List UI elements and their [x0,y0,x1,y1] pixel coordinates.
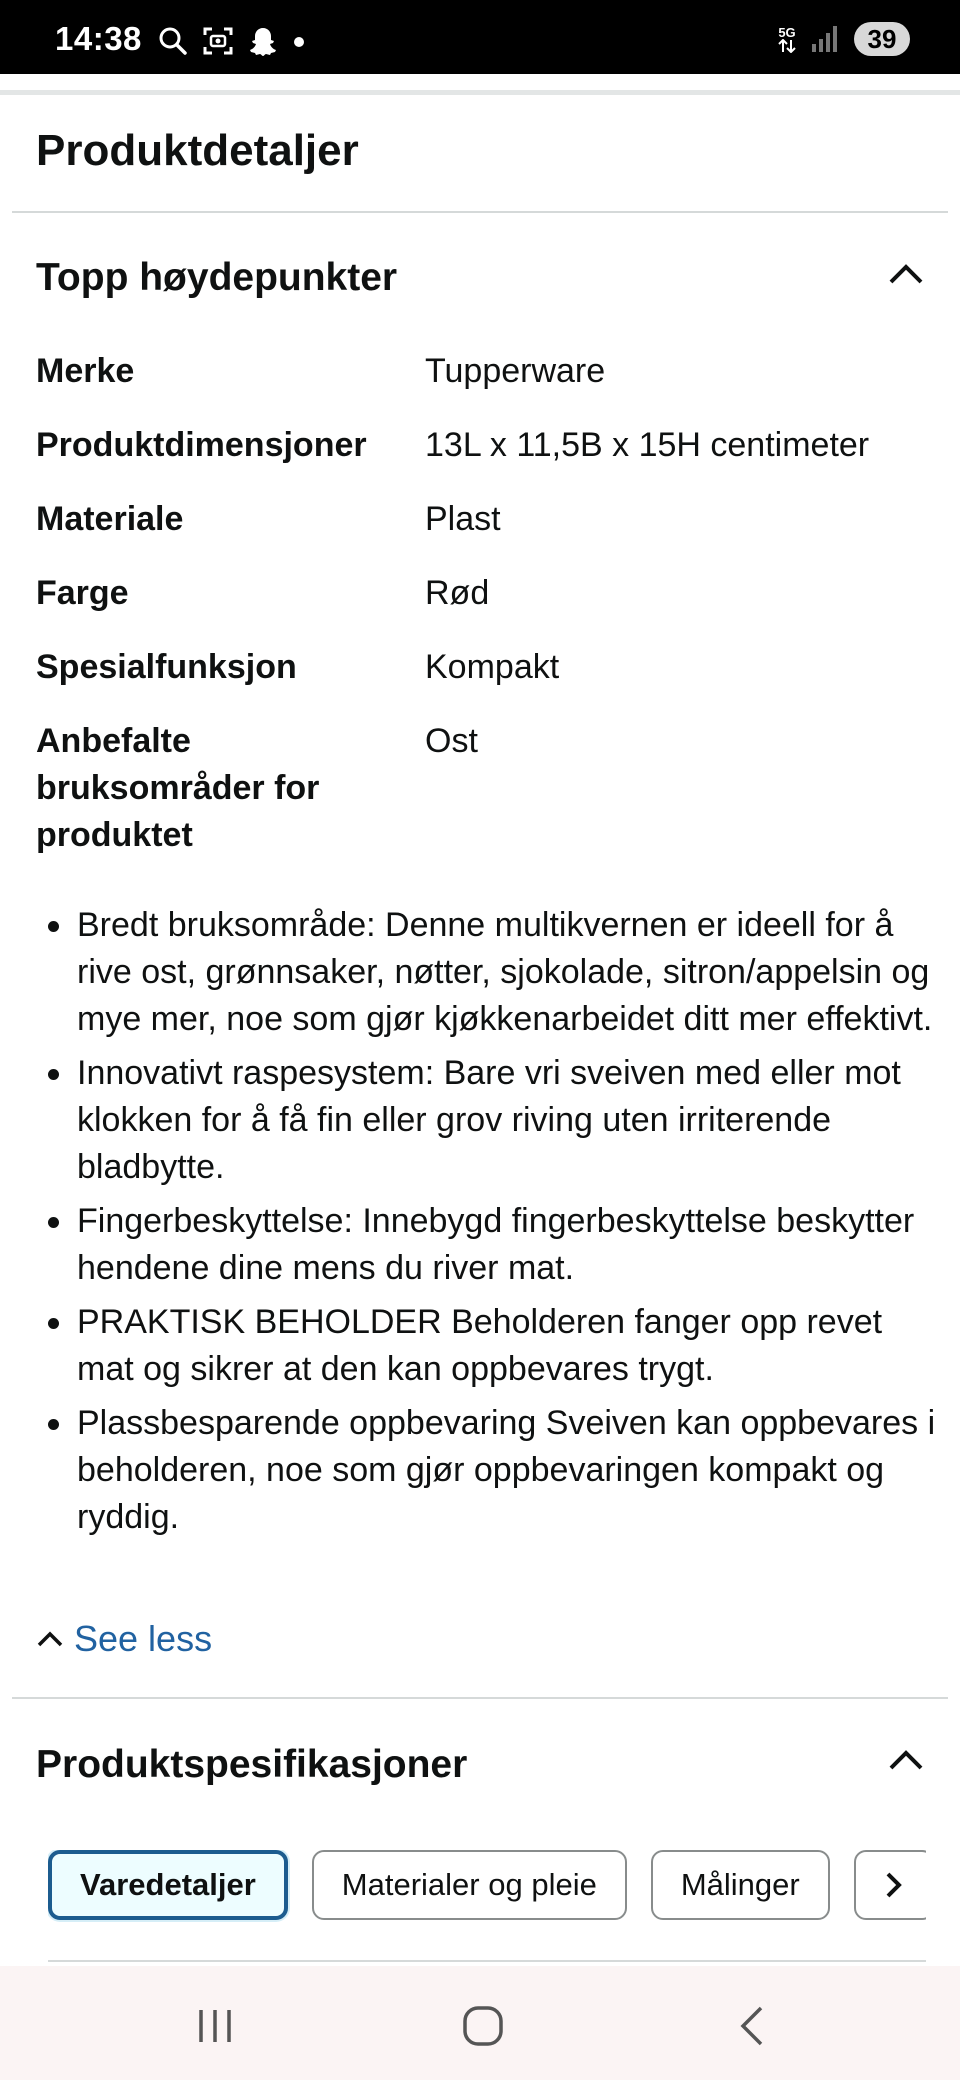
recent-apps-button[interactable] [185,1996,245,2056]
tabs-divider [48,1960,926,1962]
spec-value: Tupperware [425,352,606,390]
status-right [778,22,910,56]
spec-row-dimensions [36,422,936,469]
spec-value: 13L x 11,5B x 15H centimeter [425,426,870,464]
spec-value: Plast [425,500,501,538]
notification-icons [158,26,306,56]
tab-item-details[interactable]: Varedetaljer [48,1850,288,1920]
collapse-specifications-chevron-up-icon[interactable] [888,1748,924,1772]
search-icon [158,26,188,56]
spec-row-special-feature [36,644,936,691]
tabs-next-button[interactable] [854,1850,926,1920]
spec-row-color [36,570,936,617]
battery-indicator: 39 [854,22,910,56]
tab-materials-care[interactable]: Materialer og pleie [312,1850,627,1920]
spec-key: Merke [36,352,135,390]
page-title: Produktdetaljer [36,126,359,175]
spec-key: Materiale [36,500,184,538]
spec-key: Spesialfunksjon [36,648,297,686]
bullet-item: Bredt bruksområde: Denne multikvernen er ideell for å rive ost, grønnsaker, nøtter, sjokolade, sitron/appelsin og mye mer, noe som gjør kjøkkenarbeidet ditt mer effektivt. [36,902,936,1043]
bullet-item: Fingerbeskyttelse: Innebygd fingerbeskyttelse beskytter hendene dine mens du river mat. [36,1198,936,1292]
see-less-label: See less [74,1618,213,1659]
highlights-specs [36,348,936,886]
highlights-heading[interactable]: Topp høydepunkter [36,256,398,299]
section-divider [12,211,948,213]
system-nav-bar [0,1966,960,2080]
chevron-up-icon [36,1629,64,1649]
bullet-item: PRAKTISK BEHOLDER Beholderen fanger opp revet mat og sikrer at den kan oppbevares trygt. [36,1299,936,1393]
bullet-item: Innovativt raspesystem: Bare vri sveiven med eller mot klokken for å få fin eller grov riving uten irriterende bladbytte. [36,1050,936,1191]
spec-value: Rød [425,574,490,612]
back-icon [737,2005,767,2047]
snapchat-icon [248,26,278,56]
spec-row-brand [36,348,936,395]
data-arrows-icon [778,39,796,53]
see-less-link[interactable] [36,1618,212,1660]
spec-row-material [36,496,936,543]
recent-apps-icon [195,2008,235,2044]
status-bar [0,0,960,74]
tab-measurements[interactable]: Målinger [651,1850,830,1920]
network-label: 5G [778,24,796,40]
section-divider [12,1697,948,1699]
spec-key: Farge [36,574,129,612]
spec-key: Anbefalte bruksområder for produktet [36,722,320,854]
home-icon [462,2005,504,2047]
top-divider [0,90,960,95]
network-indicator [778,26,796,53]
back-button[interactable] [722,1996,782,2056]
specifications-heading[interactable]: Produktspesifikasjoner [36,1743,468,1786]
specification-tabs [48,1850,926,1924]
collapse-highlights-chevron-up-icon[interactable] [888,262,924,286]
spec-key: Produktdimensjoner [36,426,367,464]
chevron-right-icon [884,1870,904,1900]
screenshot-icon [202,26,234,56]
highlights-bullet-list [36,902,936,1548]
spec-row-recommended-uses [36,718,936,859]
spec-value: Ost [425,722,478,760]
signal-icon [810,24,840,54]
status-time: 14:38 [55,20,142,57]
spec-value: Kompakt [425,648,560,686]
home-button[interactable] [453,1996,513,2056]
dot-icon [292,26,306,56]
bullet-item: Plassbesparende oppbevaring Sveiven kan oppbevares i beholderen, noe som gjør oppbevaringen kompakt og ryddig. [36,1400,936,1541]
